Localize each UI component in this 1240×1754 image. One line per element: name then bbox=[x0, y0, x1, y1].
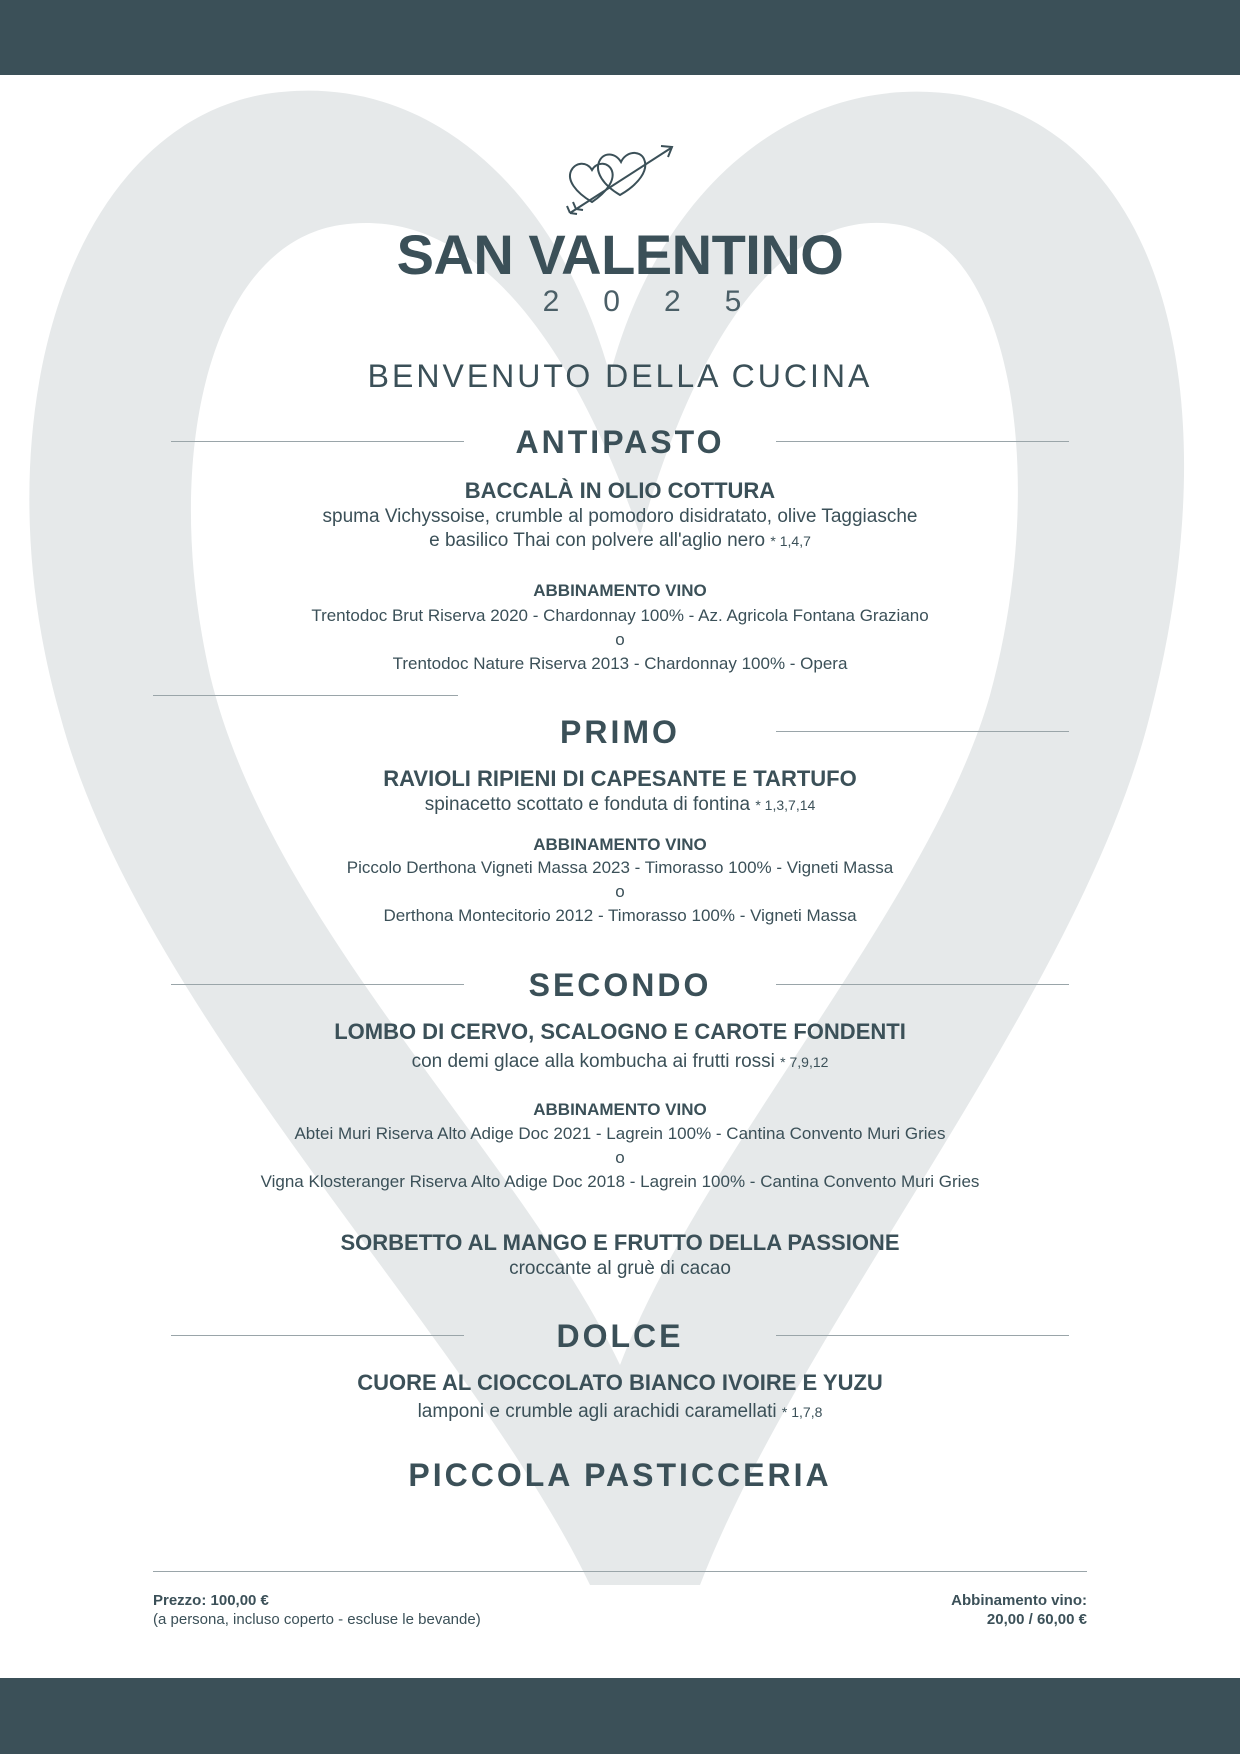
welcome-heading: BENVENUTO DELLA CUCINA bbox=[367, 358, 873, 394]
section-primo: PRIMO bbox=[560, 714, 680, 750]
dish-description bbox=[0, 1400, 1240, 1424]
two-hearts-arrow-icon bbox=[565, 140, 680, 218]
dish-dolce: CUORE AL CIOCCOLATO BIANCO IVOIRE E YUZU bbox=[357, 1370, 883, 1395]
allergen-codes: * 1,4,7 bbox=[770, 533, 811, 549]
section-antipasto: ANTIPASTO bbox=[515, 424, 725, 460]
dish-secondo: LOMBO DI CERVO, SCALOGNO E CAROTE FONDENTI bbox=[334, 1019, 906, 1044]
top-band bbox=[0, 0, 1240, 75]
section-divider-left bbox=[153, 695, 458, 696]
wine-pairing-list bbox=[0, 856, 1240, 928]
wine-or: o bbox=[615, 1148, 625, 1167]
menu-title: SAN VALENTINO bbox=[396, 223, 844, 286]
wine-option: Trentodoc Nature Riserva 2013 - Chardonnay 100% - Opera bbox=[392, 654, 848, 673]
wine-pairing-list bbox=[0, 604, 1240, 676]
wine-pairing-heading: ABBINAMENTO VINO bbox=[533, 581, 707, 600]
wine-pairing-list bbox=[0, 1122, 1240, 1194]
wine-or: o bbox=[615, 630, 625, 649]
price-block bbox=[153, 1591, 481, 1629]
price-note: (a persona, incluso coperto - escluse le bevande) bbox=[153, 1611, 481, 1628]
wine-pairing-label: Abbinamento vino: bbox=[951, 1592, 1087, 1609]
dish-description bbox=[0, 793, 1240, 817]
bottom-band bbox=[0, 1678, 1240, 1754]
footer-divider bbox=[153, 1571, 1087, 1572]
description-line: spuma Vichyssoise, crumble al pomodoro disidratato, olive Taggiasche bbox=[322, 506, 918, 527]
wine-or: o bbox=[615, 882, 625, 901]
menu-year: 2025 bbox=[542, 285, 786, 318]
description-text: spinacetto scottato e fonduta di fontina bbox=[424, 794, 751, 815]
allergen-codes: * 7,9,12 bbox=[780, 1054, 829, 1070]
wine-option: Piccolo Derthona Vigneti Massa 2023 - Timorasso 100% - Vigneti Massa bbox=[346, 858, 894, 877]
description-text: e basilico Thai con polvere all'aglio nero bbox=[429, 530, 766, 551]
section-secondo: SECONDO bbox=[528, 967, 712, 1003]
allergen-codes: * 1,7,8 bbox=[781, 1404, 823, 1420]
wine-pairing-price-block bbox=[951, 1591, 1087, 1629]
dish-sorbetto: SORBETTO AL MANGO E FRUTTO DELLA PASSIONE bbox=[340, 1230, 900, 1255]
description-text: lamponi e crumble agli arachidi caramellati bbox=[417, 1401, 777, 1422]
wine-option: Derthona Montecitorio 2012 - Timorasso 100% - Vigneti Massa bbox=[383, 906, 857, 925]
menu-price: Prezzo: 100,00 € bbox=[153, 1592, 269, 1609]
dish-antipasto: BACCALÀ IN OLIO COTTURA bbox=[464, 478, 776, 503]
wine-option: Trentodoc Brut Riserva 2020 - Chardonnay 100% - Az. Agricola Fontana Graziano bbox=[311, 606, 929, 625]
dish-description bbox=[0, 1050, 1240, 1074]
wine-pairing-heading: ABBINAMENTO VINO bbox=[533, 1100, 707, 1119]
wine-option: Vigna Klosteranger Riserva Alto Adige Doc 2018 - Lagrein 100% - Cantina Convento Muri Gries bbox=[260, 1172, 980, 1191]
section-dolce: DOLCE bbox=[556, 1318, 684, 1354]
dish-description: croccante al gruè di cacao bbox=[509, 1258, 731, 1279]
description-text: con demi glace alla kombucha ai frutti rossi bbox=[411, 1051, 775, 1072]
wine-pairing-price: 20,00 / 60,00 € bbox=[986, 1611, 1087, 1628]
wine-option: Abtei Muri Riserva Alto Adige Doc 2021 - Lagrein 100% - Cantina Convento Muri Gries bbox=[294, 1124, 946, 1143]
wine-pairing-heading: ABBINAMENTO VINO bbox=[533, 835, 707, 854]
dish-primo: RAVIOLI RIPIENI DI CAPESANTE E TARTUFO bbox=[383, 766, 857, 791]
dish-description bbox=[0, 505, 1240, 553]
allergen-codes: * 1,3,7,14 bbox=[755, 797, 816, 813]
section-piccola-pasticceria: PICCOLA PASTICCERIA bbox=[408, 1457, 832, 1493]
description-line bbox=[0, 529, 1240, 553]
